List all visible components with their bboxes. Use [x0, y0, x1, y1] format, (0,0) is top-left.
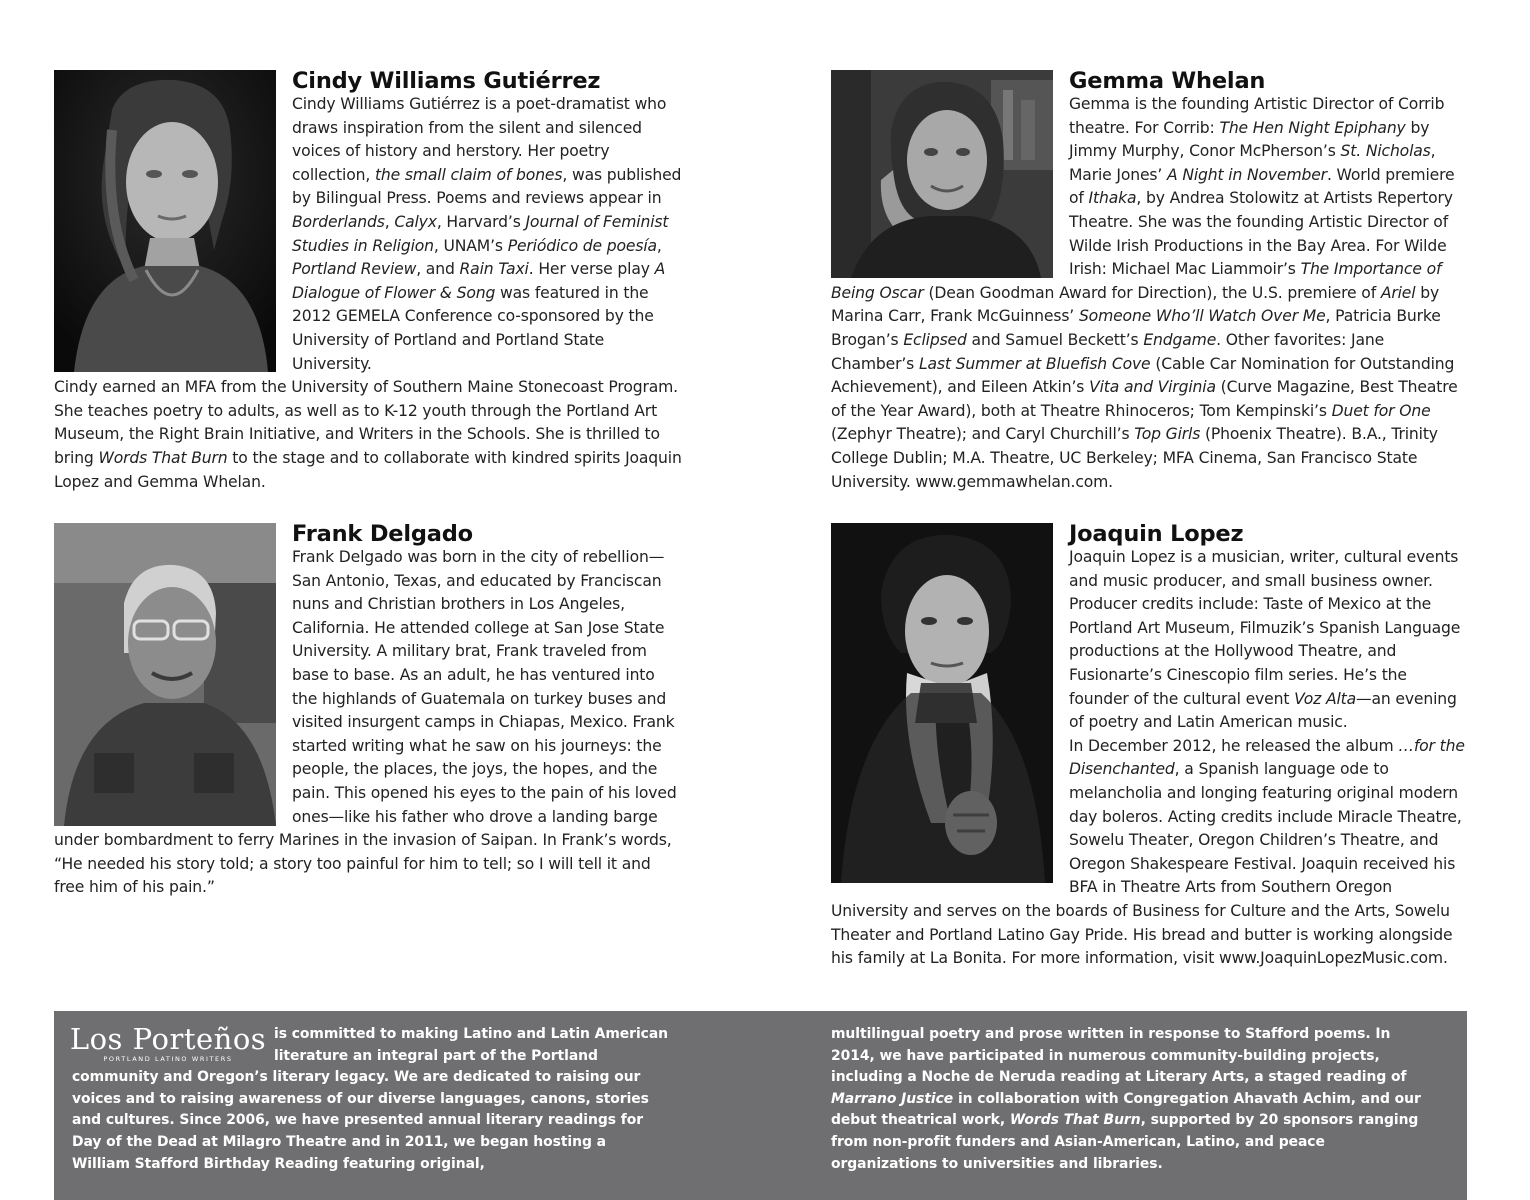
cindy-portrait-photo — [54, 70, 276, 372]
italic-title: Marrano Justice — [831, 1090, 954, 1107]
italic-title: A Dialogue of Flower & Song — [292, 260, 666, 302]
bio-name-cindy: Cindy Williams Gutiérrez — [292, 68, 601, 94]
bio-gemma-whelan — [831, 70, 1467, 494]
italic-title: A Night in November — [1167, 165, 1327, 184]
bio-name-gemma: Gemma Whelan — [1069, 68, 1266, 94]
logo-wordmark: Los Porteños — [69, 1022, 267, 1056]
bio-paragraph: Cindy Williams Gutiérrez is a poet-dramatist who draws inspiration from the silent and silenced voices of history and herstory. Her poetry collection, the small claim of bones, was published by Bilingual Press. Poems and reviews appear in Borderlands, Calyx, Harvard’s Journal of Feminist Studies in Religion, UNAM’s Periódico de poesía, Portland Review, and Rain Taxi. Her verse play A Dialogue of Flower & Song was featured in the 2012 GEMELA Conference co-sponsored by the University of Portland and Portland State University. — [292, 95, 682, 373]
italic-title: Ithaka — [1088, 189, 1137, 208]
bio-frank-delgado — [54, 523, 684, 900]
italic-title: Someone Who’ll Watch Over Me — [1078, 307, 1326, 326]
footer-left-column — [69, 1022, 669, 1175]
bio-paragraph: Joaquin Lopez is a musician, writer, cultural events and music producer, and small business owner. Producer credits include: Taste of Mexico at the Portland Art Museum, Filmuzik’s Spanish Language productions at the Hollywood Theatre, and Fusionarte’s Cinescopio film series. He’s the founder of the cultural event Voz Alta—an evening of poetry and Latin American music. — [1069, 548, 1461, 732]
bio-paragraph: Cindy earned an MFA from the University of Southern Maine Stonecoast Program. She teaches poetry to adults, as well as to K-12 youth through the Portland Art Museum, the Right Brain Initiative, and Writers in the Schools. She is thrilled to bring Words That Burn to the stage and to collaborate with kindred spirits Joaquin Lopez and Gemma Whelan. — [54, 378, 682, 491]
footer-left-text: is committed to making Latino and Latin American literature an integral part of the Portland community and Oregon’s literary legacy. We are dedicated to raising our voices and to raising awareness of our diverse languages, canons, stories and cultures. Since 2006, we have presented annual literary readings for Day of the Dead at Milagro Theatre and in 2011, we began hosting a William Stafford Birthday Reading featuring original, — [72, 1026, 669, 1172]
italic-title: Rain Taxi — [459, 260, 529, 279]
logo-tagline: PORTLAND LATINO WRITERS — [103, 1055, 233, 1063]
italic-title: …for the Disenchanted — [1069, 736, 1465, 779]
italic-title: Periódico de poesía — [507, 236, 657, 255]
los-portenos-logo — [68, 1024, 268, 1067]
italic-title: Eclipsed — [903, 330, 967, 349]
frank-portrait-photo — [54, 523, 276, 826]
bio-joaquin-lopez — [831, 523, 1467, 971]
gemma-portrait-photo — [831, 70, 1053, 278]
italic-title: The Importance of Being Oscar — [831, 260, 1442, 302]
joaquin-portrait-photo — [831, 523, 1053, 883]
italic-title: Voz Alta — [1294, 689, 1357, 708]
italic-title: Calyx — [394, 212, 437, 231]
los-portenos-footer — [54, 1011, 1467, 1200]
italic-title: Words That Burn — [98, 448, 228, 467]
italic-title: Journal of Feminist Studies in Religion — [292, 212, 669, 255]
italic-title: Portland Review — [292, 260, 417, 279]
footer-right-column — [831, 1024, 1431, 1175]
bio-paragraph: In December 2012, he released the album …for the Disenchanted, a Spanish language ode to melancholia and longing featuring original modern day boleros. Acting credits include Miracle Theatre, Sowelu Theater, Oregon Children’s Theatre, and Oregon Shakespeare Festival. Joaquin received his BFA in Theatre Arts from Southern Oregon University and serves on the boards of Business for Culture and the Arts, Sowelu Theater and Portland Latino Gay Pride. His bread and butter is working alongside his family at La Bonita. For more information, visit www.JoaquinLopezMusic.com. — [831, 736, 1465, 968]
italic-title: Words That Burn — [1009, 1112, 1141, 1129]
italic-title: Vita and Virginia — [1089, 378, 1216, 397]
bio-name-frank: Frank Delgado — [292, 521, 473, 547]
italic-title: Ariel — [1380, 283, 1416, 302]
footer-right-text: multilingual poetry and prose written in response to Stafford poems. In 2014, we have participated in numerous community-building projects, including a Noche de Neruda reading at Literary Arts, a staged reading of Marrano Justice in collaboration with Congregation Ahavath Achim, and our debut theatrical work, Words That Burn, supported by 20 sponsors ranging from non-profit funders and Asian-American, Latino, and peace organizations to universities and libraries. — [831, 1026, 1421, 1172]
italic-title: Last Summer at Bluefish Cove — [918, 354, 1151, 373]
italic-title: Duet for One — [1331, 401, 1431, 420]
bio-cindy-williams-gutierrez — [54, 70, 684, 494]
bio-paragraph: Gemma is the founding Artistic Director of Corrib theatre. For Corrib: The Hen Night Epiphany by Jimmy Murphy, Conor McPherson’s St. Nicholas, Marie Jones’ A Night in November. World premiere of Ithaka, by Andrea Stolowitz at Artists Repertory Theatre. She was the founding Artistic Director of Wilde Irish Productions in the Bay Area. For Wilde Irish: Michael Mac Liammoir’s The Importance of Being Oscar (Dean Goodman Award for Direction), the U.S. premiere of Ariel by Marina Carr, Frank McGuinness’ Someone Who’ll Watch Over Me, Patricia Burke Brogan’s Eclipsed and Samuel Beckett’s Endgame. Other favorites: Jane Chamber’s Last Summer at Bluefish Cove (Cable Car Nomination for Outstanding Achievement), and Eileen Atkin’s Vita and Virginia (Curve Magazine, Best Theatre of the Year Award), both at Theatre Rhinoceros; Tom Kempinski’s Duet for One (Zephyr Theatre); and Caryl Churchill’s Top Girls (Phoenix Theatre). B.A., Trinity College Dublin; M.A. Theatre, UC Berkeley; MFA Cinema, San Francisco State University. www.gemmawhelan.com. — [831, 95, 1458, 491]
bio-name-joaquin: Joaquin Lopez — [1069, 521, 1244, 547]
italic-title: Borderlands — [292, 212, 385, 231]
italic-title: The Hen Night Epiphany — [1219, 118, 1406, 137]
italic-title: Endgame — [1143, 330, 1217, 349]
italic-title: the small claim of bones — [374, 165, 563, 184]
italic-title: St. Nicholas — [1340, 142, 1431, 161]
bio-paragraph: Frank Delgado was born in the city of rebellion—San Antonio, Texas, and educated by Franciscan nuns and Christian brothers in Los Angeles, California. He attended college at San Jose State University. A military brat, Frank traveled from base to base. As an adult, he has ventured into the highlands of Guatemala on turkey buses and visited insurgent camps in Chiapas, Mexico. Frank started writing what he saw on his journeys: the people, the places, the joys, the hopes, and the pain. This opened his eyes to the pain of his loved ones—like his father who drove a landing barge under bombardment to ferry Marines in the invasion of Saipan. In Frank’s words, “He needed his story told; a story too painful for him to tell; so I will tell it and free him of his pain.” — [54, 548, 677, 897]
italic-title: Top Girls — [1134, 425, 1201, 444]
